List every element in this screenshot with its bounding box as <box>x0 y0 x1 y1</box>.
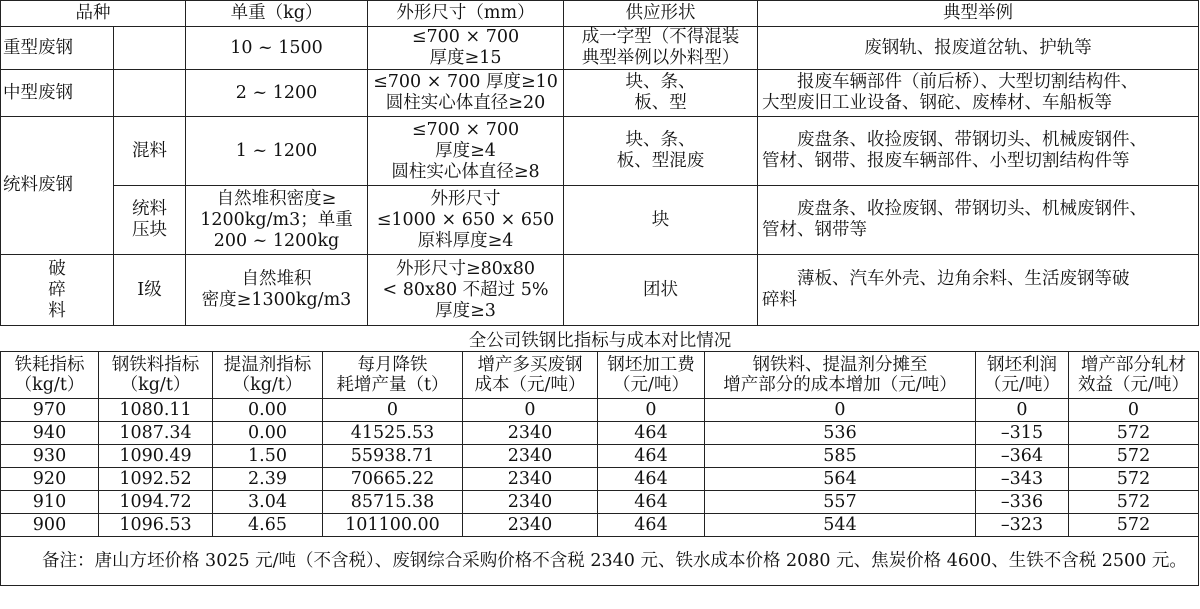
shape-line: 板、型混废 <box>616 151 705 171</box>
size-line: 外形尺寸≥80x80 <box>395 258 536 279</box>
header-line: （kg/t） <box>232 375 303 395</box>
size-cell <box>368 186 564 255</box>
header-line: 效益（元/吨） <box>1078 375 1189 395</box>
table-row <box>1 468 1199 491</box>
size-line: 厚度≥3 <box>435 300 496 321</box>
table-cell: 970 <box>1 399 99 422</box>
example-cell <box>758 27 1199 70</box>
weight-cell <box>186 255 368 326</box>
weight-line: 200 ~ 1200kg <box>213 230 340 251</box>
table-row <box>1 399 1199 422</box>
header-line: 钢铁料、提温剂分摊至 <box>752 355 928 375</box>
shape-cell <box>564 70 758 117</box>
table-cell: 1080.11 <box>99 399 213 422</box>
weight-line: 自然堆积密度≥ <box>216 188 337 209</box>
subcategory-cell: Ⅰ级 <box>114 255 186 326</box>
table-cell: 0 <box>323 399 463 422</box>
shape-line: 块 <box>651 209 670 230</box>
example-cell <box>758 117 1199 186</box>
table-cell: 920 <box>1 468 99 491</box>
shape-line: 块、条、 <box>625 130 696 150</box>
header-line: 钢铁料指标 <box>111 355 200 375</box>
category-cell: 中型废钢 <box>1 70 114 117</box>
shape-line: 板、型 <box>634 93 687 113</box>
header-cell <box>463 352 598 399</box>
table-cell: –315 <box>976 422 1069 445</box>
table-cell: 0.00 <box>213 399 323 422</box>
header-cell <box>1 352 99 399</box>
category-cell: 重型废钢 <box>1 27 114 70</box>
table-cell: 2340 <box>463 422 598 445</box>
note-row <box>1 537 1199 586</box>
size-cell <box>368 27 564 70</box>
table-cell: 930 <box>1 445 99 468</box>
table-cell: 0 <box>1069 399 1199 422</box>
subcategory-cell: 混料 <box>114 117 186 186</box>
table-cell: 4.65 <box>213 514 323 537</box>
table-cell: 2340 <box>463 514 598 537</box>
table-cell: 940 <box>1 422 99 445</box>
size-line: ≤1000 × 650 × 650 <box>376 209 555 230</box>
table-cell: 572 <box>1069 422 1199 445</box>
table-cell: 544 <box>705 514 976 537</box>
shape-line: 成一字型（不得混装 <box>581 27 740 47</box>
table-cell: 464 <box>598 514 705 537</box>
table-row <box>1 514 1199 537</box>
header-line: 提温剂指标 <box>223 355 312 375</box>
header-line: 成本（元/吨） <box>474 375 586 395</box>
table-cell: 1094.72 <box>99 491 213 514</box>
table-cell: 1096.53 <box>99 514 213 537</box>
table-cell: 101100.00 <box>323 514 463 537</box>
size-line: 厚度≥15 <box>429 48 502 68</box>
example-line: 管材、钢带等 <box>762 220 867 240</box>
table-cell: 572 <box>1069 491 1199 514</box>
header-cell <box>598 352 705 399</box>
shape-cell <box>564 186 758 255</box>
table-cell: 585 <box>705 445 976 468</box>
example-line: 废钢轨、报废道岔轨、护轨等 <box>864 37 1092 58</box>
example-line: 废盘条、收捡废钢、带钢切头、机械废钢件、 <box>762 130 1147 150</box>
table-cell: –364 <box>976 445 1069 468</box>
shape-cell <box>564 255 758 326</box>
table-cell: 572 <box>1069 468 1199 491</box>
shape-cell <box>564 27 758 70</box>
header-cell <box>213 352 323 399</box>
header-cell <box>976 352 1069 399</box>
subcategory-cell <box>114 186 186 255</box>
header-cell <box>705 352 976 399</box>
example-line: 薄板、汽车外壳、边角余料、生活废钢等破 <box>762 269 1130 289</box>
table-header-row <box>1 1 1199 27</box>
category-group-cell: 统料废钢 <box>1 117 114 255</box>
table-row <box>1 445 1199 468</box>
table-cell: 572 <box>1069 514 1199 537</box>
table-cell: 2340 <box>463 445 598 468</box>
table-row <box>1 422 1199 445</box>
table-cell: 536 <box>705 422 976 445</box>
size-line: ≤700 × 700 <box>411 119 520 140</box>
shape-cell <box>564 117 758 186</box>
table-cell: 3.04 <box>213 491 323 514</box>
header-line: 耗增产量（t） <box>336 375 449 395</box>
table-cell: 464 <box>598 422 705 445</box>
size-line: 厚度≥4 <box>435 140 496 161</box>
table-row <box>1 255 1199 326</box>
table-cell: 55938.71 <box>323 445 463 468</box>
size-cell <box>368 255 564 326</box>
size-line: ≤700 × 700 厚度≥10 <box>373 72 558 92</box>
category-line: 碎 <box>48 279 66 300</box>
table-row <box>1 117 1199 186</box>
header-line: 增产部分的成本增加（元/吨） <box>723 375 957 395</box>
table-cell: 464 <box>598 491 705 514</box>
table-cell: –343 <box>976 468 1069 491</box>
weight-line: 密度≥1300kg/m3 <box>201 290 352 310</box>
header-cell: 单重（kg） <box>186 1 368 27</box>
example-line: 碎料 <box>762 290 797 310</box>
table-cell: 0.00 <box>213 422 323 445</box>
header-line: 铁耗指标 <box>14 355 85 375</box>
table-cell: –336 <box>976 491 1069 514</box>
table-cell: 0 <box>598 399 705 422</box>
cost-comparison-table <box>0 351 1199 586</box>
table-cell: 1092.52 <box>99 468 213 491</box>
header-cell: 品种 <box>1 1 186 27</box>
table-cell: 564 <box>705 468 976 491</box>
table-cell: 2340 <box>463 491 598 514</box>
weight-cell <box>186 186 368 255</box>
example-cell <box>758 70 1199 117</box>
category-line: 料 <box>48 300 66 321</box>
header-cell <box>99 352 213 399</box>
example-line: 管材、钢带、报废车辆部件、小型切割结构件等 <box>762 151 1130 171</box>
table-caption: 全公司铁钢比指标与成本对比情况 <box>468 331 732 351</box>
category-line: 破 <box>48 258 66 279</box>
header-cell <box>1069 352 1199 399</box>
header-line: （元/吨） <box>613 375 689 395</box>
empty-cell <box>114 27 186 70</box>
header-cell <box>323 352 463 399</box>
category-cell <box>1 255 114 326</box>
header-cell: 供应形状 <box>564 1 758 27</box>
example-cell <box>758 255 1199 326</box>
example-line: 报废车辆部件（前后桥）、大型切割结构件、 <box>762 72 1139 92</box>
table-cell: 557 <box>705 491 976 514</box>
weight-cell: 10 ~ 1500 <box>186 27 368 70</box>
header-line: （kg/t） <box>120 375 191 395</box>
header-line: 每月降铁 <box>357 355 428 375</box>
table-cell: 0 <box>976 399 1069 422</box>
example-cell <box>758 186 1199 255</box>
weight-cell: 2 ~ 1200 <box>186 70 368 117</box>
size-cell <box>368 117 564 186</box>
size-line: 外形尺寸 <box>430 188 501 209</box>
size-line: 原料厚度≥4 <box>417 230 514 251</box>
table-cell: 1.50 <box>213 445 323 468</box>
empty-cell <box>114 70 186 117</box>
table-row <box>1 491 1199 514</box>
example-line: 废盘条、收捡废钢、带钢切头、机械废钢件、 <box>762 199 1147 219</box>
header-cell: 典型举例 <box>758 1 1199 27</box>
table-cell: 2340 <box>463 468 598 491</box>
table-row <box>1 27 1199 70</box>
table-cell: 1087.34 <box>99 422 213 445</box>
subcategory-line: 压块 <box>132 220 167 240</box>
table-row <box>1 70 1199 117</box>
header-line: 增产多买废钢 <box>477 355 583 375</box>
table-cell: 85715.38 <box>323 491 463 514</box>
table-cell: 1090.49 <box>99 445 213 468</box>
header-line: （元/吨） <box>984 375 1060 395</box>
table-row <box>1 186 1199 255</box>
table-cell: 41525.53 <box>323 422 463 445</box>
table-cell: 0 <box>705 399 976 422</box>
shape-line: 典型举例以外料型） <box>581 48 740 68</box>
table-cell: 2.39 <box>213 468 323 491</box>
table-cell: 464 <box>598 468 705 491</box>
header-line: 钢坯利润 <box>987 355 1057 375</box>
shape-line: 团状 <box>643 279 678 300</box>
table-cell: –323 <box>976 514 1069 537</box>
header-line: 增产部分轧材 <box>1081 355 1186 375</box>
subcategory-line: 统料 <box>132 199 167 219</box>
example-line: 大型废旧工业设备、钢砣、废棒材、车船板等 <box>762 93 1112 113</box>
size-line: ≤700 × 700 <box>411 27 520 47</box>
note-cell: 备注：唐山方坯价格 3025 元/吨（不含税）、废钢综合采购价格不含税 2340 元、铁水成本价格 2080 元、焦炭价格 4600、生铁不含税 2500 元。 <box>1 537 1199 586</box>
table-cell: 70665.22 <box>323 468 463 491</box>
table-header-row <box>1 352 1199 399</box>
table-cell: 0 <box>463 399 598 422</box>
table-cell: 572 <box>1069 445 1199 468</box>
size-line: < 80x80 不超过 5% <box>382 279 549 300</box>
header-cell: 外形尺寸（mm） <box>368 1 564 27</box>
size-cell <box>368 70 564 117</box>
weight-cell: 1 ~ 1200 <box>186 117 368 186</box>
header-line: （kg/t） <box>14 375 85 395</box>
size-line: 圆柱实心体直径≥20 <box>385 93 546 113</box>
shape-line: 块、条、 <box>625 72 696 92</box>
table-cell: 900 <box>1 514 99 537</box>
weight-line: 自然堆积 <box>241 269 312 289</box>
table-cell: 910 <box>1 491 99 514</box>
weight-line: 1200kg/m3；单重 <box>200 209 353 230</box>
table-cell: 464 <box>598 445 705 468</box>
size-line: 圆柱实心体直径≥8 <box>391 161 540 182</box>
header-line: 钢坯加工费 <box>607 355 695 375</box>
